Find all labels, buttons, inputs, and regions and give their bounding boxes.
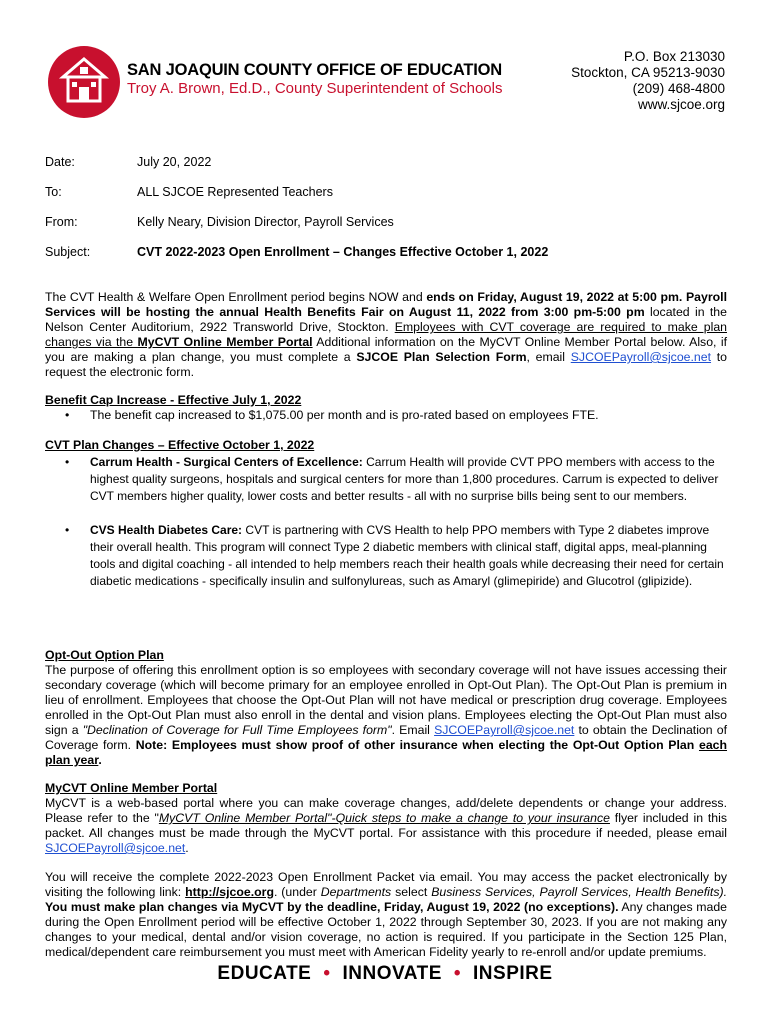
benefit-cap-section — [45, 393, 727, 423]
to-label: To: — [45, 185, 62, 199]
sjcoe-link[interactable]: http://sjcoe.org — [185, 885, 274, 899]
list-item: • CVS Health Diabetes Care: CVT is partnering with CVS Health to help PPO members with Type 2 diabetes improve their overall health. This program will connect Type 2 diabetic members with clinical staff, digital apps, meal-planning tools and digital coaching - all intended to help members reach their health goals while decreasing their need for certain diabetic medications - specifically insulin and sulfonylureas, such as Amaryl (glimepiride) and Glucotrol (glipizide). — [45, 522, 727, 590]
from-label: From: — [45, 215, 78, 229]
plan-changes-section — [45, 438, 727, 590]
schoolhouse-icon — [47, 45, 121, 119]
to-value: ALL SJCOE Represented Teachers — [137, 185, 333, 199]
mycvt-heading: MyCVT Online Member Portal — [45, 781, 218, 795]
intro-paragraph: The CVT Health & Welfare Open Enrollment period begins NOW and ends on Friday, August 19, 2022 at 5:00 pm. Payroll Services will be hosting the annual Health Benefits Fair on August 11, 2022 from 3:00 pm-5:00 pm located in the Nelson Center Auditorium, 2922 Transworld Drive, Stockton. Employees with CVT coverage are required to make plan changes via the MyCVT Online Member Portal Additional information on the MyCVT Online Member Portal below. Also, if you are making a plan change, you must complete a SJCOE Plan Selection Form, email SJCOEPayroll@sjcoe.net to request the electronic form. — [45, 290, 727, 379]
payroll-email-link[interactable]: SJCOEPayroll@sjcoe.net — [434, 723, 575, 737]
benefit-cap-heading: Benefit Cap Increase - Effective July 1, 2022 — [45, 393, 302, 407]
mycvt-section: MyCVT Online Member Portal MyCVT is a web-based portal where you can make coverage changes, add/delete dependents or change your address. Please refer to the "MyCVT Online Member Portal"-Quick steps to make a change to your insurance flyer included in this packet. All changes must be made through the MyCVT portal. For assistance with this procedure if needed, please email SJCOEPayroll@sjcoe.net. — [45, 781, 727, 855]
superintendent-line: Troy A. Brown, Ed.D., County Superintendent of Schools — [127, 80, 503, 97]
from-value: Kelly Neary, Division Director, Payroll Services — [137, 215, 394, 229]
opt-out-section: Opt-Out Option Plan The purpose of offering this enrollment option is so employees with secondary coverage will not have issues accessing their secondary coverage (which will become primary for an employee enrolled in Opt-Out Plan). The Opt-Out Plan is premium in lieu of enrollment. Employees that choose the Opt-Out Plan will not have medical or prescription drug coverage. Employees enrolled in the Opt-Out Plan must also enroll in the dental and vision plans. Employees electing the Opt-Out Plan must also sign a "Declination of Coverage for Full Time Employees form". Email SJCOEPayroll@sjcoe.net to obtain the Declination of Coverage form. Note: Employees must show proof of other insurance when electing the Opt-Out Option Plan each plan year. — [45, 648, 728, 767]
subject-value: CVT 2022-2023 Open Enrollment – Changes Effective October 1, 2022 — [137, 245, 549, 259]
opt-out-heading: Opt-Out Option Plan — [45, 648, 164, 662]
website[interactable]: www.sjcoe.org — [637, 97, 725, 112]
date-label: Date: — [45, 155, 75, 169]
address-line: Stockton, CA 95213-9030 — [571, 65, 725, 80]
subject-label: Subject: — [45, 245, 91, 259]
org-name: SAN JOAQUIN COUNTY OFFICE OF EDUCATION — [127, 61, 502, 79]
payroll-email-link[interactable]: SJCOEPayroll@sjcoe.net — [45, 841, 186, 855]
list-item: • Carrum Health - Surgical Centers of Excellence: Carrum Health will provide CVT PPO members with access to the highest quality surgeons, hospitals and surgical centers for more than 1,800 procedures. Carrum is expected to deliver CVT members higher quality, lower costs and better results - all with no surprise bills being sent to our members. — [45, 454, 727, 505]
address-line: (209) 468-4800 — [632, 81, 725, 96]
footer-slogan: EDUCATE • INNOVATE • INSPIRE — [217, 963, 553, 984]
address-block — [571, 49, 725, 113]
closing-paragraph: You will receive the complete 2022-2023 Open Enrollment Packet via email. You may access the packet electronically by visiting the following link: http://sjcoe.org. (under Departments select Business Services, Payroll Services, Health Benefits). You must make plan changes via MyCVT by the deadline, Friday, August 19, 2022 (no exceptions). Any changes made during the Open Enrollment period will be effective October 1, 2022 through September 30, 2023. If you are not making any changes to your medical, dental and/or vision coverage, no action is required. If you participate in the Section 125 Plan, medical/dependent care reimbursement you must meet with American Fidelity yearly to re-enroll and/or update premiums. — [45, 870, 728, 959]
plan-changes-heading: CVT Plan Changes – Effective October 1, 2022 — [45, 438, 315, 452]
address-line: P.O. Box 213030 — [623, 49, 725, 64]
date-value: July 20, 2022 — [137, 155, 212, 169]
list-item: • The benefit cap increased to $1,075.00 per month and is pro-rated based on employees FTE. — [45, 408, 727, 423]
payroll-email-link[interactable]: SJCOEPayroll@sjcoe.net — [570, 350, 712, 364]
